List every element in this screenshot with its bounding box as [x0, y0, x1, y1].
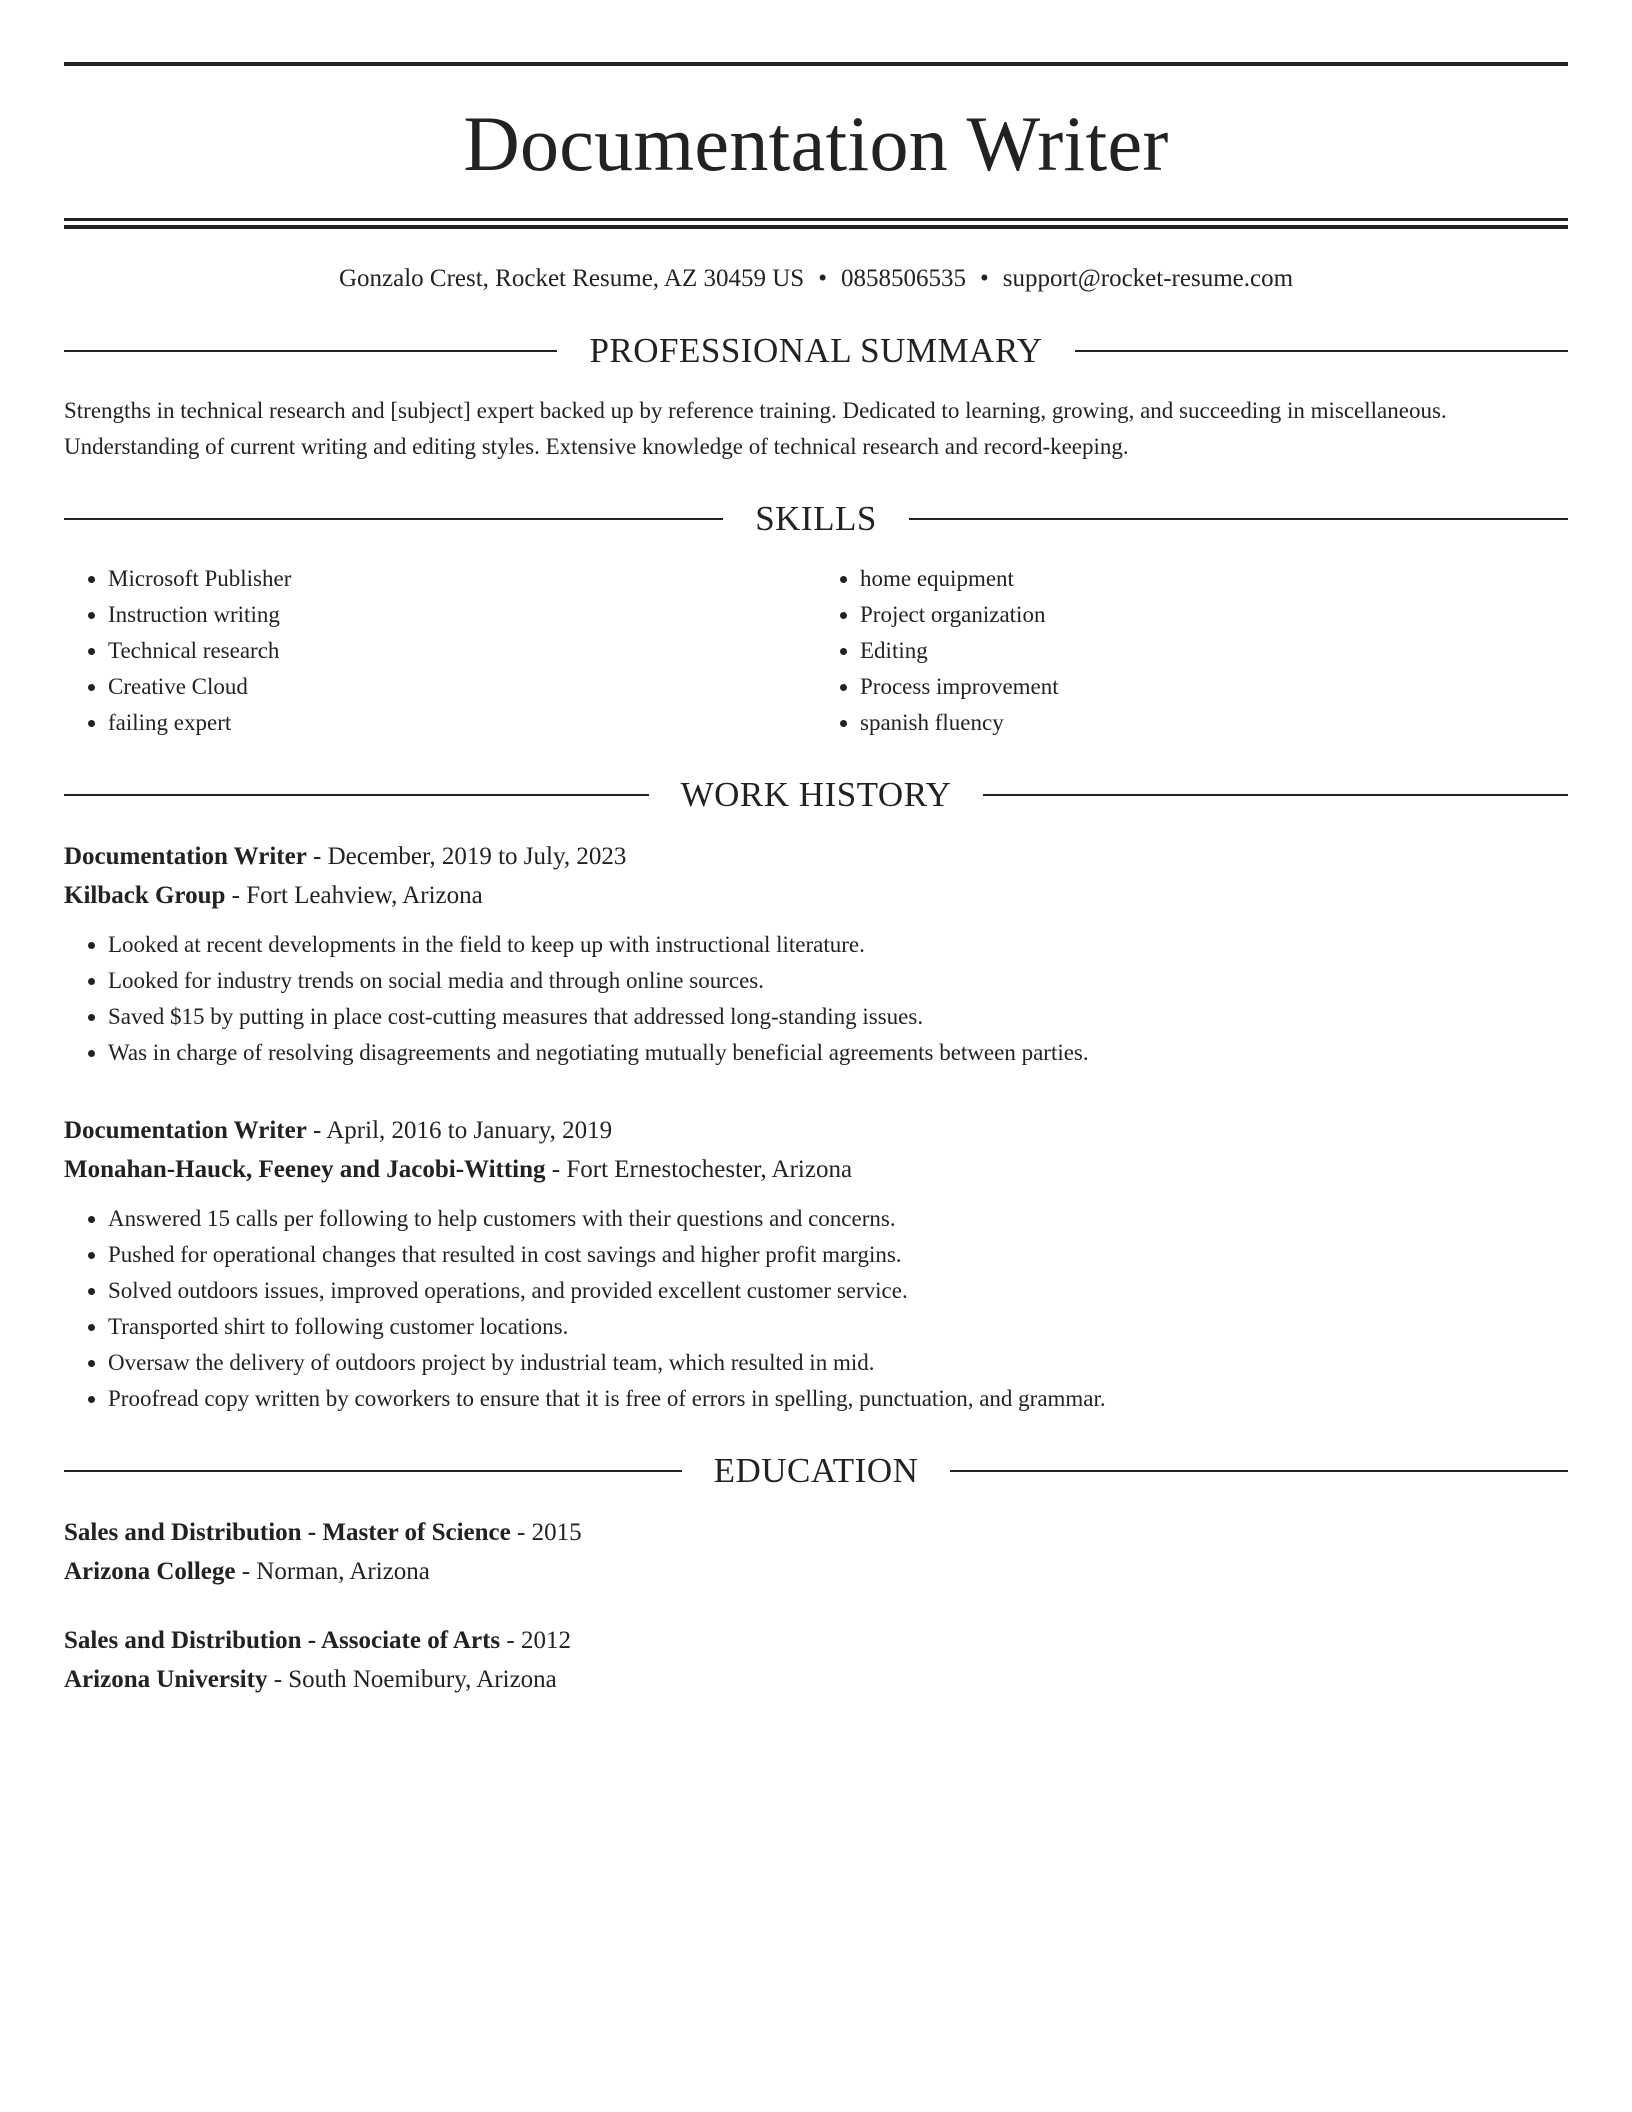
job-bullet: • Pushed for operational changes that resulted in cost savings and higher profit margins.: [108, 1237, 1568, 1273]
skill-item: • home equipment: [860, 561, 1568, 597]
education-degree-line: [64, 1621, 1568, 1660]
job-title: Documentation Writer: [64, 843, 307, 870]
job-bullet: • Saved $15 by putting in place cost-cutting measures that addressed long-standing issues.: [108, 999, 1568, 1035]
education-degree: Sales and Distribution - Associate of Arts: [64, 1627, 501, 1654]
skills-column-left: [64, 561, 816, 741]
education-entry: [64, 1621, 1568, 1699]
heading-rule-right: [950, 1470, 1568, 1472]
work-heading: [64, 773, 1568, 817]
skills-column-right: [816, 561, 1568, 741]
work-heading-title: WORK HISTORY: [680, 775, 952, 814]
job-dates: - December, 2019 to July, 2023: [313, 843, 627, 870]
skill-item: • Project organization: [860, 597, 1568, 633]
summary-heading-title: PROFESSIONAL SUMMARY: [589, 331, 1043, 370]
resume-page: [64, 62, 1568, 1729]
job-company-line: [64, 876, 1568, 915]
education-school: Arizona College: [64, 1558, 236, 1585]
heading-rule-left: [64, 350, 557, 352]
job-bullet: • Transported shirt to following customer locations.: [108, 1309, 1568, 1345]
job-title: Documentation Writer: [64, 1117, 307, 1144]
skill-item: • Editing: [860, 633, 1568, 669]
education-location: - Norman, Arizona: [241, 1558, 430, 1585]
resume-name: Documentation Writer: [463, 100, 1169, 187]
heading-rule-left: [64, 518, 723, 520]
job-company: Kilback Group: [64, 882, 226, 909]
education-degree: Sales and Distribution - Master of Science: [64, 1519, 511, 1546]
heading-rule-right: [983, 794, 1568, 796]
skills-heading-title: SKILLS: [755, 499, 877, 538]
contact-separator: •: [979, 265, 989, 292]
education-heading: [64, 1449, 1568, 1493]
job-entry: [64, 837, 1568, 1071]
skill-item: • Instruction writing: [108, 597, 816, 633]
job-company-line: [64, 1150, 1568, 1189]
education-heading-title: EDUCATION: [713, 1451, 919, 1490]
skills-list: [64, 561, 1568, 741]
education-location: - South Noemibury, Arizona: [273, 1666, 557, 1693]
job-bullet: • Solved outdoors issues, improved operations, and provided excellent customer service.: [108, 1273, 1568, 1309]
heading-rule-left: [64, 794, 649, 796]
contact-email: support@rocket-resume.com: [1002, 265, 1294, 292]
education-school-line: [64, 1660, 1568, 1699]
contact-phone: 0858506535: [840, 265, 966, 292]
contact-address: Gonzalo Crest, Rocket Resume, AZ 30459 US: [338, 265, 805, 292]
job-company: Monahan-Hauck, Feeney and Jacobi-Witting: [64, 1156, 546, 1183]
skills-heading: [64, 497, 1568, 541]
double-rule: [64, 218, 1568, 229]
job-bullets: [64, 927, 1568, 1071]
skill-item: • Microsoft Publisher: [108, 561, 816, 597]
summary-text: Strengths in technical research and [subject] expert backed up by reference training. Dedicated to learning, growing, and succeeding in miscellaneous. Understanding of current writing and editing styles. Extensive knowledge of technical research and record-keeping.: [64, 398, 1447, 459]
skill-item: • spanish fluency: [860, 705, 1568, 741]
heading-rule-left: [64, 1470, 682, 1472]
job-location: - Fort Ernestochester, Arizona: [551, 1156, 853, 1183]
job-bullets: [64, 1201, 1568, 1417]
education-degree-line: [64, 1513, 1568, 1552]
job-bullet: • Answered 15 calls per following to help customers with their questions and concerns.: [108, 1201, 1568, 1237]
job-title-line: [64, 1111, 1568, 1150]
job-bullet: • Proofread copy written by coworkers to ensure that it is free of errors in spelling, punctuation, and grammar.: [108, 1381, 1568, 1417]
education-school-line: [64, 1552, 1568, 1591]
contact-separator: •: [818, 265, 827, 292]
job-location: - Fort Leahview, Arizona: [231, 882, 483, 909]
summary-heading: [64, 329, 1568, 373]
education-school: Arizona University: [64, 1666, 268, 1693]
skill-item: • Technical research: [108, 633, 816, 669]
job-entry: [64, 1111, 1568, 1417]
job-title-line: [64, 837, 1568, 876]
job-bullet: • Looked for industry trends on social media and through online sources.: [108, 963, 1568, 999]
job-bullet: • Was in charge of resolving disagreements and negotiating mutually beneficial agreements between parties.: [108, 1035, 1568, 1071]
heading-rule-right: [909, 518, 1568, 520]
job-bullet: • Looked at recent developments in the field to keep up with instructional literature.: [108, 927, 1568, 963]
job-bullet: • Oversaw the delivery of outdoors project by industrial team, which resulted in mid.: [108, 1345, 1568, 1381]
skill-item: • failing expert: [108, 705, 816, 741]
job-dates: - April, 2016 to January, 2019: [313, 1117, 613, 1144]
education-entry: [64, 1513, 1568, 1591]
heading-rule-right: [1075, 350, 1568, 352]
education-year: - 2012: [506, 1627, 571, 1654]
top-rule: [64, 62, 1568, 66]
education-year: - 2015: [517, 1519, 582, 1546]
contact-line: [64, 261, 1568, 297]
skill-item: • Process improvement: [860, 669, 1568, 705]
skill-item: • Creative Cloud: [108, 669, 816, 705]
